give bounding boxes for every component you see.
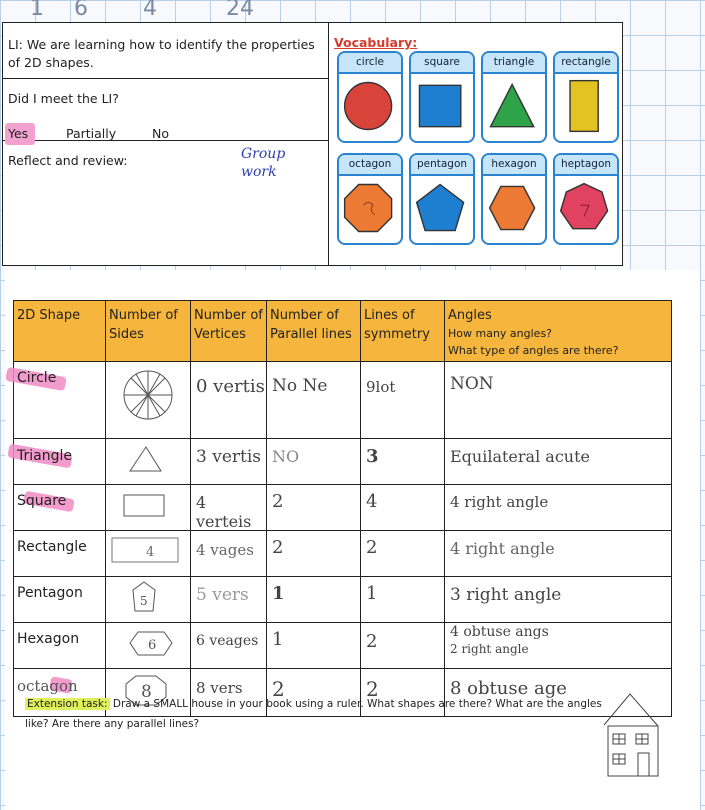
rectangle-shape-icon <box>555 73 617 139</box>
hexagon-parallel: 1 <box>272 629 284 650</box>
rectangle-sketch-label: 4 <box>146 545 155 560</box>
triangle-symmetry: 3 <box>366 446 379 467</box>
vocab-card-pentagon <box>409 153 475 245</box>
table-row <box>14 623 672 669</box>
triangle-parallel: NO <box>272 447 300 466</box>
reflect-label: Reflect and review: <box>8 153 128 168</box>
vocab-label-octagon: octagon <box>339 155 401 176</box>
circle-vertices: 0 vertis <box>196 376 265 397</box>
vocab-label-hexagon: hexagon <box>483 155 545 176</box>
shape-name-square: Square <box>17 493 67 509</box>
vocab-card-heptagon <box>553 153 619 245</box>
square-sketch-icon <box>106 485 190 526</box>
reflect-row <box>3 141 328 264</box>
option-no[interactable]: No <box>152 126 169 141</box>
vocab-card-rectangle <box>553 51 619 143</box>
extension-label: Extension task: <box>27 698 108 710</box>
header-vertices: Number of Vertices <box>191 301 267 362</box>
vocab-card-triangle <box>481 51 547 143</box>
octagon-parallel: 2 <box>272 677 285 701</box>
header-angles <box>445 301 672 362</box>
circle-parallel: No Ne <box>272 376 328 396</box>
date-day: 16 <box>30 0 118 21</box>
pentagon-symmetry: 1 <box>366 583 378 604</box>
house-sketch-icon <box>600 690 680 785</box>
circle-angles: NON <box>450 374 494 394</box>
vocabulary-title: Vocabulary: <box>334 35 418 50</box>
pentagon-angles: 3 right angle <box>450 585 562 605</box>
shape-name-hexagon: Hexagon <box>17 631 80 647</box>
extension-task <box>25 694 625 734</box>
vocab-label-circle: circle <box>339 53 401 74</box>
shape-properties-table <box>13 300 672 717</box>
table-row <box>14 362 672 439</box>
rectangle-parallel: 2 <box>272 537 284 558</box>
shape-name-pentagon: Pentagon <box>17 585 83 601</box>
hexagon-shape-icon <box>483 175 545 241</box>
date-row <box>0 0 705 22</box>
triangle-vertices: 3 vertis <box>196 447 262 467</box>
rectangle-vertices: 4 vages <box>196 541 254 559</box>
octagon-shape-icon <box>339 175 401 241</box>
vocab-card-square <box>409 51 475 143</box>
octagon-sketch-label: 8 <box>141 682 152 702</box>
triangle-shape-icon <box>483 73 545 139</box>
vocab-label-pentagon: pentagon <box>411 155 473 176</box>
properties-sheet <box>5 270 700 810</box>
rectangle-sketch-icon <box>106 531 190 572</box>
meet-li-question: Did I meet the LI? <box>8 91 119 106</box>
hexagon-vertices: 6 veages <box>196 633 259 649</box>
shape-name-octagon: octagon <box>17 677 78 695</box>
hexagon-sketch-label: 6 <box>148 638 157 653</box>
vocab-label-rectangle: rectangle <box>555 53 617 74</box>
vocab-card-hexagon <box>481 153 547 245</box>
circle-shape-icon <box>339 73 401 139</box>
table-row <box>14 485 672 531</box>
header-angles-q2: What type of angles are there? <box>448 344 619 357</box>
li-column <box>3 23 329 265</box>
date-year: 24 <box>226 0 254 21</box>
shape-name-rectangle: Rectangle <box>17 539 87 555</box>
learning-intention-sheet <box>2 22 623 266</box>
circle-symmetry: 9lot <box>366 378 396 396</box>
hexagon-angles: 4 obtuse angs <box>450 624 549 640</box>
table-row <box>14 577 672 623</box>
table-row <box>14 531 672 577</box>
header-sides: Number of Sides <box>106 301 191 362</box>
shape-name-triangle: Triangle <box>17 448 72 464</box>
header-angles-title: Angles <box>448 308 492 323</box>
option-partially[interactable]: Partially <box>66 126 117 141</box>
square-shape-icon <box>411 73 473 139</box>
hexagon-angles-line2: 2 right angle <box>450 642 529 656</box>
vocab-label-heptagon: heptagon <box>555 155 617 176</box>
vocab-label-square: square <box>411 53 473 74</box>
square-parallel: 2 <box>272 491 284 512</box>
pentagon-sketch-icon <box>106 577 190 618</box>
date-month: 4 <box>143 0 157 21</box>
vocab-card-circle <box>337 51 403 143</box>
circle-sketch-icon <box>106 362 190 434</box>
header-parallel: Number of Parallel lines <box>267 301 361 362</box>
heptagon-shape-icon <box>555 175 617 241</box>
shape-name-circle: Circle <box>17 370 57 386</box>
pentagon-parallel: 1 <box>272 583 285 604</box>
option-yes[interactable]: Yes <box>8 126 29 141</box>
vocabulary-panel <box>329 23 621 263</box>
square-angles: 4 right angle <box>450 493 549 511</box>
octagon-symmetry: 2 <box>366 677 379 701</box>
square-vertices: 4 verteis <box>196 493 252 531</box>
rectangle-angles: 4 right angle <box>450 539 555 558</box>
reflect-note: Group work <box>241 146 286 180</box>
table-row <box>14 439 672 485</box>
li-row <box>3 23 328 79</box>
hexagon-sketch-icon <box>106 623 190 664</box>
header-angles-q1: How many angles? <box>448 327 553 340</box>
pentagon-sketch-label: 5 <box>140 594 148 608</box>
extension-text: Draw a SMALL house in your book using a ruler. What shapes are there? What are the angles like? Are there any parallel lines? <box>25 698 602 730</box>
header-shape: 2D Shape <box>14 301 106 362</box>
octagon-angles: 8 obtuse age <box>450 678 567 699</box>
vocab-card-octagon <box>337 153 403 245</box>
vocab-label-triangle: triangle <box>483 53 545 74</box>
rectangle-symmetry: 2 <box>366 537 378 558</box>
header-symmetry: Lines of symmetry <box>361 301 445 362</box>
triangle-angles: Equilateral acute <box>450 447 590 466</box>
pentagon-vertices: 5 vers <box>196 585 249 605</box>
triangle-sketch-icon <box>106 439 190 480</box>
meet-li-row <box>3 79 328 141</box>
square-symmetry: 4 <box>366 491 378 512</box>
pentagon-shape-icon <box>411 175 473 241</box>
octagon-vertices: 8 vers <box>196 679 243 697</box>
li-text: LI: We are learning how to identify the properties of 2D shapes. <box>8 37 315 70</box>
hexagon-symmetry: 2 <box>366 631 378 652</box>
